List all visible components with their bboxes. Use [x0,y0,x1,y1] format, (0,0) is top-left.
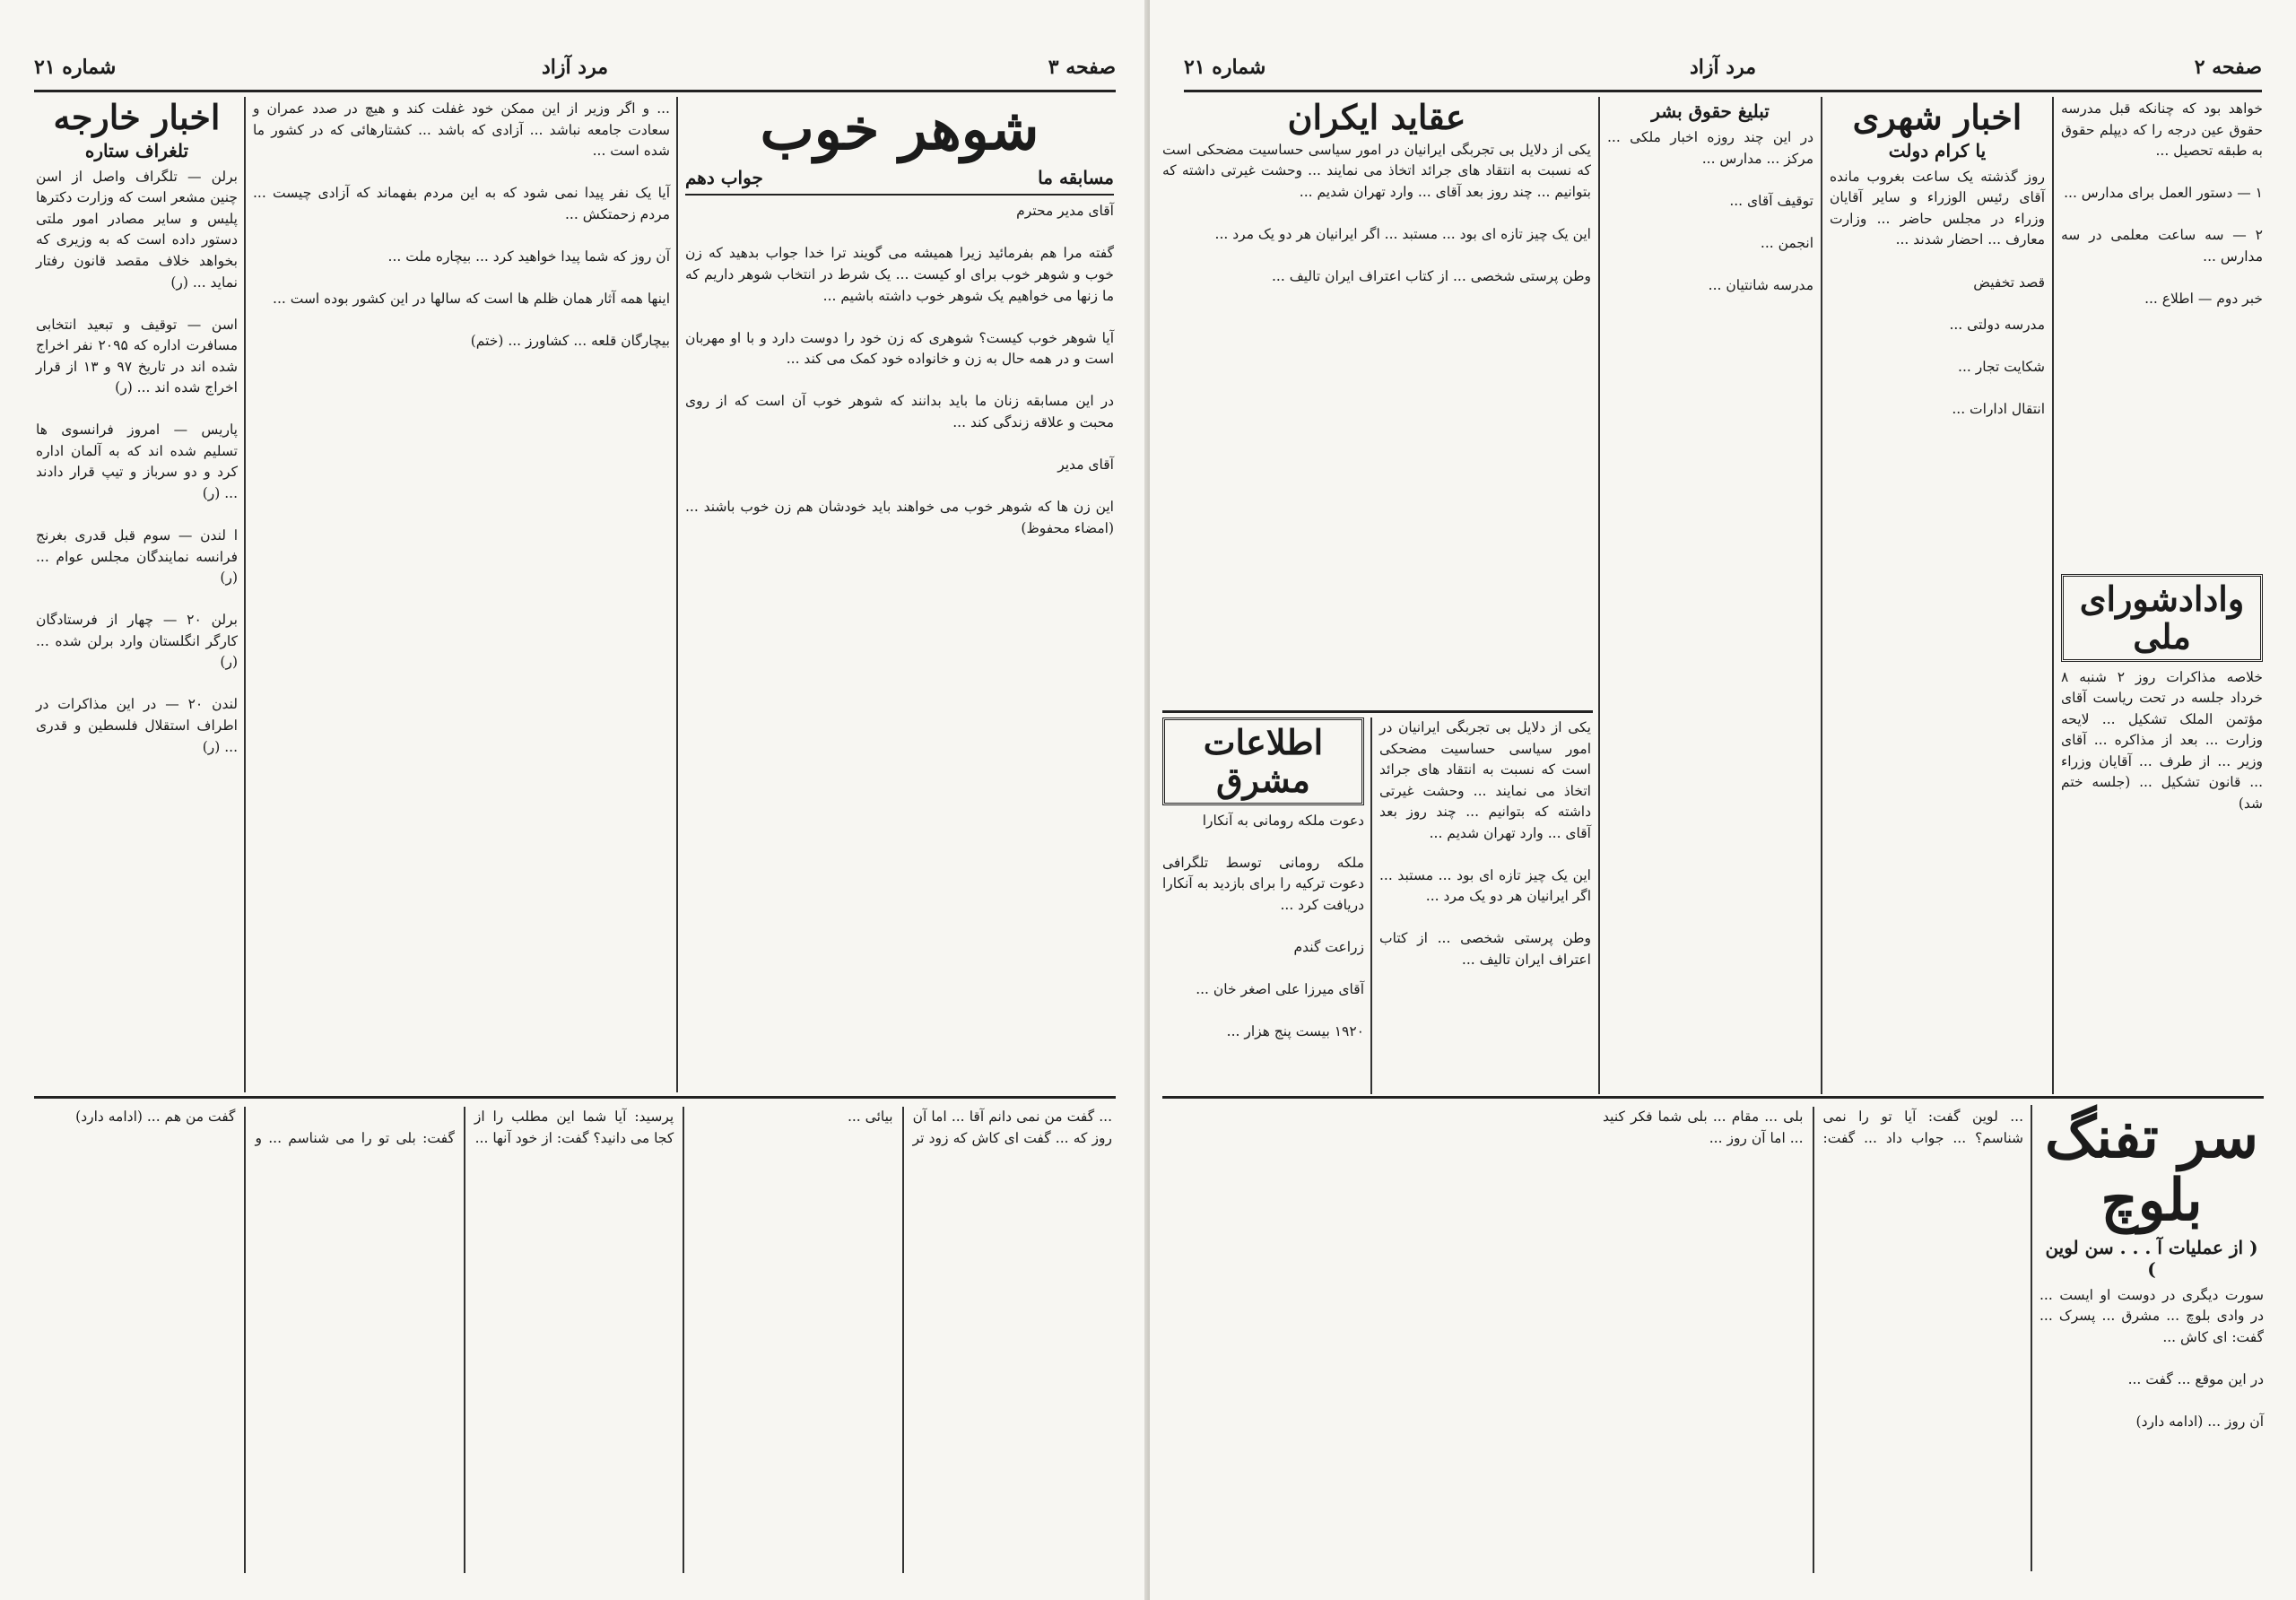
nationalism-article-title: عقاید ایکران [1287,97,1466,137]
center-article-section: مسابقه ما [1038,167,1114,189]
column-rule [2031,1105,2032,1571]
bottom-story-text: ... گفت من نمی دانم آقا ... اما آن روز که ... گفت ای کاش که زود تر بیائی ... پرسید: آیا شما این مطلب را از کجا می دانید؟ گفت: از خود آنها ... گفت: بلی تو را می شناسم ... و گفت من هم ... (ادامه دارد) [75,1109,1112,1146]
national-council-title: وادادشورای ملی [2061,574,2263,662]
national-council [2057,574,2263,1092]
bottom-feature-title: سر تفنگ بلوچ [2045,1104,2258,1235]
foreign-news-title: اخبار خارجه [53,97,221,137]
section-rule [1162,710,1593,713]
left-page-number: صفحه ۳ [1048,56,1116,79]
city-news-subtitle: یا کرام دولت [1888,139,1987,161]
right-paper-name: مرد آزاد [1689,56,1757,79]
section-rule [1162,1096,2264,1099]
column-rule [1598,97,1600,1094]
center-article-subtitle: جواب دهم [685,167,763,189]
column-rule [1821,97,1822,1094]
right-page-header [1184,50,2262,92]
national-council-text: خلاصه مذاکرات روز ۲ شنبه ۸ خرداد جلسه در تحت ریاست آقای مؤتمن الملک تشکیل ... لایحه وزارت ... بعد از مذاکره ... آقای وزیر ... از طرف ... آقایان وزراء ... قانون تشکیل ... (جلسه ختم شد) [2057,668,2263,812]
school-article-text: خواهد بود که چنانکه قبل مدرسه حقوق عین درجه را که دیپلم حقوق به طبقه تحصیل ... ۱ — دستور العمل برای مدارس ... ۲ — سه ساعت معلمی در سه مدارس ... خبر دوم — اطلاع ... [2061,100,2263,307]
section-rule [34,1096,1116,1099]
foreign-news [36,99,238,1092]
culture-news-title: تبلیغ حقوق بشر [1651,100,1770,122]
bottom-feature-text: سورت دیگری در دوست او ایست ... در وادی بلوچ ... مشرق ... پسرک ... گفت: ای کاش ... در این موقع ... گفت ... آن روز ... (ادامه دارد) [2039,1286,2264,1430]
left-issue-number: شماره ۲۱ [34,56,117,79]
culture-news-continued-text: یکی از دلایل بی تجربگی ایرانیان در امور سیاسی حساسیت مضحکی است که نسبت به انتقاد های جرائد اتخاذ می نمایند ... وحشت غیرتی داشته که بتوانیم ... چند روز بعد آقای ... وارد تهران شدیم ... این یک چیز تازه ای بود ... مستبد ... اگر ایرانیان هر دو یک مرد ... وطن پرستی شخصی ... از کتاب اعتراف ایران تالیف ... [1379,719,1591,969]
foreign-news-text: برلن — تلگراف واصل از اسن چنین مشعر است که وزارت دکترها پلیس و سایر مصادر امور ملتی دستور داده است که به وزیری که بخواهد خلاف مقصد قانون رفتار نماید ... (ر) اسن — توقیف و تبعید انتخابی مسافرت اداره که ۲۰۹۵ نفر اخراج شده اند در تاریخ ۹۷ و ۱۳ از قرار اخراج شده اند ... (ر) پاریس — امروز فرانسوی ها تسلیم شده اند که به آلمان اداره کرد و دو سرباز و تیپ قرار دادند ... (ر) ا لندن — سوم قبل قدری بغرنج فرانسه نمایندگان مجلس عوام ... (ر) برلن ۲۰ — چهار از فرستادگان کارگر انگلستان وارد برلن شده ... (ر) لندن ۲۰ — در این مذاکرات در اطراف استقلال فلسطین و قدری ... (ر) [36,168,238,755]
east-news-title: اطلاعات مشرق [1162,717,1364,805]
column-rule [2052,97,2054,1094]
right-page [1150,0,2296,1600]
left-page-header [34,50,1116,92]
opinion-article [253,99,670,1092]
city-news [1830,99,2045,1092]
right-issue-number: شماره ۲۱ [1184,56,1266,79]
foreign-news-byline: تلغراف ستاره [84,139,189,161]
culture-news-text: در این چند روزه اخبار ملکی ... مرکز ... مدارس ... توقیف آقای ... انجمن ... مدرسه شانتیان ... [1607,129,1813,293]
bottom-feature-subtitle: ( از عملیات آ . . . سن لوین ) [2045,1236,2258,1280]
bottom-feature [2039,1104,2264,1573]
school-article [2061,99,2263,565]
city-news-text: روز گذشته یک ساعت بغروب مانده آقای رئیس الوزراء و سایر آقایان وزراء در مجلس حاضر ... وزارت معارف ... احضار شدند ... قصد تخفیض مدرسه دولتی ... شکایت تجار ... انتقال ادارات ... [1830,168,2045,417]
bottom-column [1162,1107,2023,1573]
opinion-article-text: ... و اگر وزیر از این ممکن خود غفلت کند و هیچ در صدد عمران و سعادت جامعه نباشد ... آزادی که باشد ... کشتارهائی که در کشور ما شده است ... آیا یک نفر پیدا نمی شود که به این مردم بفهماند که آزادی چیست ... مردم زحمتکش ... آن روز که شما پیدا خواهید کرد ... بیچاره ملت ... اینها همه آثار همان ظلم ها است که سالها در این کشور بوده است ... بیچارگان قلعه ... کشاورز ... (ختم) [253,100,670,350]
culture-news [1607,99,1813,1092]
nationalism-article-text: یکی از دلایل بی تجربگی ایرانیان در امور سیاسی حساسیت مضحکی است که نسبت به انتقاد های جرائد اتخاذ می نمایند ... وحشت غیرتی داشته که بتوانیم ... چند روز بعد آقای ... وارد تهران شدیم ... این یک چیز تازه ای بود ... مستبد ... اگر ایرانیان هر دو یک مرد ... وطن پرستی شخصی ... از کتاب اعتراف ایران تالیف ... [1162,141,1591,285]
bottom-story [36,1107,1112,1573]
right-page-number: صفحه ۲ [2194,56,2262,79]
column-rule [1370,717,1372,1094]
center-article-text: آقای مدیر محترم گفته مرا هم بفرمائید زیرا همیشه می گویند ترا خدا جواب بدهید که زن خوب و شوهر خوب برای او کیست ... یک شرط در انتخاب شوهر داریم که ما زنها می خواهیم یک شوهر خوب داشته باشیم ... آیا شوهر خوب کیست؟ شوهری که زن خود را دوست دارد و با او مهربان است و در همه حال به زن و خانواده خود کمک می کند ... در این مسابقه زنان ما باید بدانند که شوهر خوب آن است که از روی محبت و علاقه زندگی کند ... آقای مدیر این زن ها که شوهر خوب می خواهند باید خودشان هم زن خوب باشند ... (امضاء محفوظ) [685,203,1114,536]
left-paper-name: مرد آزاد [541,56,609,79]
center-article-title: شوهر خوب [760,96,1039,163]
east-news [1162,717,1364,1094]
bottom-column-text: ... لوین گفت: آیا تو را نمی شناسم؟ ... جواب داد ... گفت: بلی ... مقام ... بلی شما فکر کنید ... اما آن روز ... [1598,1109,2023,1146]
center-article [685,96,1114,1092]
column-rule [676,97,678,1092]
nationalism-article [1162,99,1591,709]
column-rule [244,97,246,1092]
city-news-title: اخبار شهری [1852,97,2022,137]
culture-news-continued [1379,717,1591,1094]
east-news-text: دعوت ملکه رومانی به آنکارا ملکه رومانی توسط تلگرافی دعوت ترکیه را برای بازدید به آنکارا دریافت کرد ... زراعت گندم آقای میرزا علی اصغر خان ... ۱۹۲۰ بیست پنج هزار ... [1162,812,1364,1040]
